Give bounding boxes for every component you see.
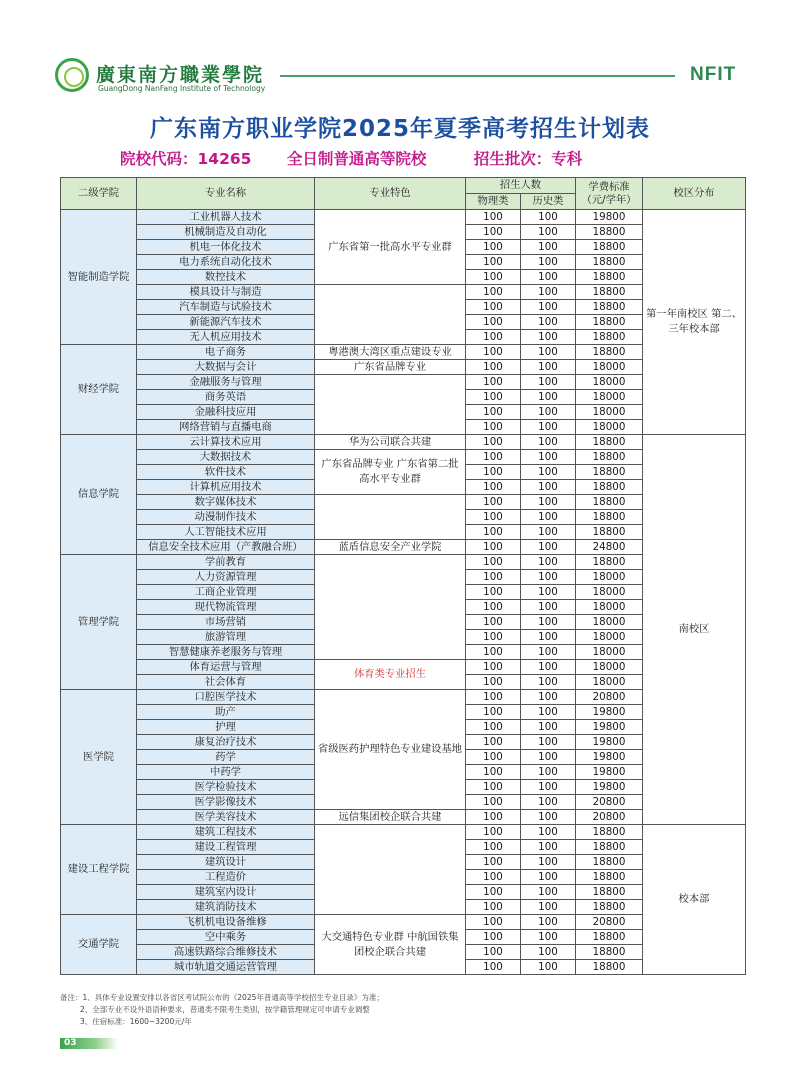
major-cell: 药学 xyxy=(137,750,315,765)
major-cell: 建筑室内设计 xyxy=(137,885,315,900)
major-cell: 现代物流管理 xyxy=(137,600,315,615)
physics-cell: 100 xyxy=(466,645,521,660)
physics-cell: 100 xyxy=(466,600,521,615)
physics-cell: 100 xyxy=(466,225,521,240)
header-divider xyxy=(280,75,675,77)
history-cell: 100 xyxy=(521,360,576,375)
physics-cell: 100 xyxy=(466,915,521,930)
major-cell: 电力系统自动化技术 xyxy=(137,255,315,270)
history-cell: 100 xyxy=(521,720,576,735)
fee-cell: 20800 xyxy=(576,690,643,705)
table-row xyxy=(61,435,746,450)
header-enroll: 招生人数 xyxy=(466,178,576,194)
physics-cell: 100 xyxy=(466,855,521,870)
fee-cell: 18000 xyxy=(576,675,643,690)
history-cell: 100 xyxy=(521,285,576,300)
history-cell: 100 xyxy=(521,750,576,765)
college-cell: 建设工程学院 xyxy=(61,825,137,915)
physics-cell: 100 xyxy=(466,735,521,750)
header-college: 二级学院 xyxy=(61,178,137,210)
fee-cell: 19800 xyxy=(576,210,643,225)
major-cell: 软件技术 xyxy=(137,465,315,480)
history-cell: 100 xyxy=(521,210,576,225)
fee-cell: 18000 xyxy=(576,660,643,675)
physics-cell: 100 xyxy=(466,540,521,555)
fee-cell: 18800 xyxy=(576,300,643,315)
fee-cell: 18800 xyxy=(576,525,643,540)
major-cell: 学前教育 xyxy=(137,555,315,570)
fee-cell: 18000 xyxy=(576,585,643,600)
physics-cell: 100 xyxy=(466,360,521,375)
history-cell: 100 xyxy=(521,675,576,690)
major-cell: 社会体育 xyxy=(137,675,315,690)
fee-cell: 18800 xyxy=(576,345,643,360)
physics-cell: 100 xyxy=(466,390,521,405)
fee-cell: 18800 xyxy=(576,885,643,900)
enroll-batch: 招生批次：专科 xyxy=(473,150,583,168)
physics-cell: 100 xyxy=(466,930,521,945)
major-cell: 金融科技应用 xyxy=(137,405,315,420)
header-fee xyxy=(576,178,643,210)
college-cell: 信息学院 xyxy=(61,435,137,555)
enrollment-plan-table xyxy=(60,177,746,975)
fee-cell: 20800 xyxy=(576,810,643,825)
fee-cell: 18000 xyxy=(576,390,643,405)
major-cell: 中药学 xyxy=(137,765,315,780)
major-cell: 建筑消防技术 xyxy=(137,900,315,915)
major-cell: 商务英语 xyxy=(137,390,315,405)
major-cell: 医学美容技术 xyxy=(137,810,315,825)
major-cell: 工商企业管理 xyxy=(137,585,315,600)
history-cell: 100 xyxy=(521,255,576,270)
fee-cell: 18800 xyxy=(576,450,643,465)
history-cell: 100 xyxy=(521,960,576,975)
fee-cell: 18800 xyxy=(576,255,643,270)
fee-cell: 18800 xyxy=(576,270,643,285)
feature-cell: 广东省第一批高水平专业群 xyxy=(315,210,466,285)
physics-cell: 100 xyxy=(466,795,521,810)
history-cell: 100 xyxy=(521,390,576,405)
history-cell: 100 xyxy=(521,900,576,915)
college-cell: 交通学院 xyxy=(61,915,137,975)
school-code: 院校代码：14265 xyxy=(120,150,252,168)
page-number: 03 xyxy=(64,1038,77,1048)
page-header xyxy=(0,0,800,100)
history-cell: 100 xyxy=(521,540,576,555)
history-cell: 100 xyxy=(521,555,576,570)
history-cell: 100 xyxy=(521,855,576,870)
fee-cell: 18000 xyxy=(576,405,643,420)
header-history: 历史类 xyxy=(521,194,576,210)
physics-cell: 100 xyxy=(466,630,521,645)
page-title: 广东南方职业学院2025年夏季高考招生计划表 xyxy=(149,116,650,142)
major-cell: 建设工程管理 xyxy=(137,840,315,855)
major-cell: 计算机应用技术 xyxy=(137,480,315,495)
major-cell: 大数据技术 xyxy=(137,450,315,465)
feature-cell-empty xyxy=(315,495,466,540)
header-physics: 物理类 xyxy=(466,194,521,210)
history-cell: 100 xyxy=(521,225,576,240)
physics-cell: 100 xyxy=(466,300,521,315)
fee-cell: 18800 xyxy=(576,510,643,525)
college-cell: 管理学院 xyxy=(61,555,137,690)
fee-cell: 18800 xyxy=(576,240,643,255)
history-cell: 100 xyxy=(521,600,576,615)
major-cell: 市场营销 xyxy=(137,615,315,630)
history-cell: 100 xyxy=(521,405,576,420)
feature-cell: 省级医药护理特色专业建设基地 xyxy=(315,690,466,810)
history-cell: 100 xyxy=(521,375,576,390)
fee-cell: 20800 xyxy=(576,915,643,930)
physics-cell: 100 xyxy=(466,405,521,420)
history-cell: 100 xyxy=(521,885,576,900)
college-cell: 医学院 xyxy=(61,690,137,825)
fee-cell: 20800 xyxy=(576,795,643,810)
major-cell: 人工智能技术应用 xyxy=(137,525,315,540)
fee-cell: 18800 xyxy=(576,825,643,840)
fee-cell: 18800 xyxy=(576,495,643,510)
history-cell: 100 xyxy=(521,615,576,630)
history-cell: 100 xyxy=(521,735,576,750)
physics-cell: 100 xyxy=(466,720,521,735)
fee-cell: 19800 xyxy=(576,720,643,735)
major-cell: 工业机器人技术 xyxy=(137,210,315,225)
history-cell: 100 xyxy=(521,645,576,660)
fee-cell: 19800 xyxy=(576,765,643,780)
physics-cell: 100 xyxy=(466,750,521,765)
major-cell: 助产 xyxy=(137,705,315,720)
major-cell: 网络营销与直播电商 xyxy=(137,420,315,435)
feature-cell-empty xyxy=(315,285,466,345)
physics-cell: 100 xyxy=(466,285,521,300)
physics-cell: 100 xyxy=(466,450,521,465)
fee-cell: 18000 xyxy=(576,615,643,630)
physics-cell: 100 xyxy=(466,555,521,570)
feature-cell: 大交通特色专业群 中航国铁集团校企联合共建 xyxy=(315,915,466,975)
header-fee-line1: 学费标准 xyxy=(588,180,630,193)
major-cell: 医学影像技术 xyxy=(137,795,315,810)
major-cell: 人力资源管理 xyxy=(137,570,315,585)
campus-cell: 校本部 xyxy=(643,825,746,975)
note-line: 备注：1、具体专业设置安排以各省区考试院公布的《2025年普通高等学校招生专业目录》为准； xyxy=(60,993,384,1002)
major-cell: 机电一体化技术 xyxy=(137,240,315,255)
feature-cell: 远信集团校企联合共建 xyxy=(315,810,466,825)
fee-cell: 18800 xyxy=(576,840,643,855)
history-cell: 100 xyxy=(521,300,576,315)
physics-cell: 100 xyxy=(466,705,521,720)
history-cell: 100 xyxy=(521,570,576,585)
feature-cell: 广东省品牌专业 广东省第二批高水平专业群 xyxy=(315,450,466,495)
school-name-cn: 廣東南方職業學院 xyxy=(96,64,265,86)
campus-cell: 第一年南校区 第二、三年校本部 xyxy=(643,210,746,435)
history-cell: 100 xyxy=(521,270,576,285)
history-cell: 100 xyxy=(521,450,576,465)
history-cell: 100 xyxy=(521,930,576,945)
feature-cell: 体育类专业招生 xyxy=(315,660,466,690)
header-feature: 专业特色 xyxy=(315,178,466,210)
fee-cell: 18800 xyxy=(576,945,643,960)
major-cell: 旅游管理 xyxy=(137,630,315,645)
major-cell: 无人机应用技术 xyxy=(137,330,315,345)
fee-cell: 18800 xyxy=(576,315,643,330)
history-cell: 100 xyxy=(521,705,576,720)
physics-cell: 100 xyxy=(466,900,521,915)
feature-cell-empty xyxy=(315,825,466,915)
major-cell: 体育运营与管理 xyxy=(137,660,315,675)
physics-cell: 100 xyxy=(466,210,521,225)
history-cell: 100 xyxy=(521,330,576,345)
physics-cell: 100 xyxy=(466,270,521,285)
physics-cell: 100 xyxy=(466,570,521,585)
physics-cell: 100 xyxy=(466,840,521,855)
fee-cell: 24800 xyxy=(576,540,643,555)
fee-cell: 18800 xyxy=(576,435,643,450)
history-cell: 100 xyxy=(521,810,576,825)
school-abbr: NFIT xyxy=(690,64,737,85)
header-campus: 校区分布 xyxy=(643,178,746,210)
physics-cell: 100 xyxy=(466,960,521,975)
header-fee-line2: （元/学年） xyxy=(581,193,637,206)
physics-cell: 100 xyxy=(466,675,521,690)
major-cell: 建筑设计 xyxy=(137,855,315,870)
fee-cell: 18800 xyxy=(576,480,643,495)
fee-cell: 18000 xyxy=(576,645,643,660)
physics-cell: 100 xyxy=(466,465,521,480)
major-cell: 工程造价 xyxy=(137,870,315,885)
campus-cell: 南校区 xyxy=(643,435,746,825)
history-cell: 100 xyxy=(521,870,576,885)
history-cell: 100 xyxy=(521,945,576,960)
major-cell: 数字媒体技术 xyxy=(137,495,315,510)
physics-cell: 100 xyxy=(466,510,521,525)
major-cell: 模具设计与制造 xyxy=(137,285,315,300)
fee-cell: 18000 xyxy=(576,420,643,435)
physics-cell: 100 xyxy=(466,780,521,795)
table-row xyxy=(61,825,746,840)
major-cell: 康复治疗技术 xyxy=(137,735,315,750)
major-cell: 城市轨道交通运营管理 xyxy=(137,960,315,975)
feature-cell: 蓝盾信息安全产业学院 xyxy=(315,540,466,555)
physics-cell: 100 xyxy=(466,660,521,675)
feature-cell-empty xyxy=(315,555,466,660)
history-cell: 100 xyxy=(521,765,576,780)
history-cell: 100 xyxy=(521,435,576,450)
history-cell: 100 xyxy=(521,315,576,330)
physics-cell: 100 xyxy=(466,690,521,705)
physics-cell: 100 xyxy=(466,330,521,345)
notes xyxy=(60,992,750,1028)
fee-cell: 18000 xyxy=(576,630,643,645)
history-cell: 100 xyxy=(521,345,576,360)
physics-cell: 100 xyxy=(466,435,521,450)
college-cell: 智能制造学院 xyxy=(61,210,137,345)
fee-cell: 18800 xyxy=(576,960,643,975)
fee-cell: 18800 xyxy=(576,855,643,870)
history-cell: 100 xyxy=(521,420,576,435)
fee-cell: 18800 xyxy=(576,330,643,345)
fee-cell: 19800 xyxy=(576,705,643,720)
college-cell: 财经学院 xyxy=(61,345,137,435)
school-type: 全日制普通高等院校 xyxy=(286,150,427,168)
feature-cell-empty xyxy=(315,375,466,435)
major-cell: 飞机机电设备维修 xyxy=(137,915,315,930)
feature-cell: 广东省品牌专业 xyxy=(315,360,466,375)
physics-cell: 100 xyxy=(466,240,521,255)
school-name-en: GuangDong NanFang Institute of Technology xyxy=(98,84,266,93)
fee-cell: 18800 xyxy=(576,465,643,480)
major-cell: 医学检验技术 xyxy=(137,780,315,795)
fee-cell: 18000 xyxy=(576,375,643,390)
major-cell: 机械制造及自动化 xyxy=(137,225,315,240)
major-cell: 新能源汽车技术 xyxy=(137,315,315,330)
major-cell: 数控技术 xyxy=(137,270,315,285)
history-cell: 100 xyxy=(521,525,576,540)
major-cell: 口腔医学技术 xyxy=(137,690,315,705)
feature-cell: 粤港澳大湾区重点建设专业 xyxy=(315,345,466,360)
history-cell: 100 xyxy=(521,780,576,795)
physics-cell: 100 xyxy=(466,375,521,390)
note-line: 3、住宿标准：1600~3200元/年 xyxy=(80,1017,192,1026)
history-cell: 100 xyxy=(521,630,576,645)
physics-cell: 100 xyxy=(466,870,521,885)
physics-cell: 100 xyxy=(466,345,521,360)
history-cell: 100 xyxy=(521,495,576,510)
physics-cell: 100 xyxy=(466,315,521,330)
physics-cell: 100 xyxy=(466,495,521,510)
major-cell: 智慧健康养老服务与管理 xyxy=(137,645,315,660)
history-cell: 100 xyxy=(521,585,576,600)
fee-cell: 18000 xyxy=(576,360,643,375)
history-cell: 100 xyxy=(521,795,576,810)
fee-cell: 18000 xyxy=(576,570,643,585)
major-cell: 动漫制作技术 xyxy=(137,510,315,525)
history-cell: 100 xyxy=(521,240,576,255)
major-cell: 高速铁路综合维修技术 xyxy=(137,945,315,960)
major-cell: 信息安全技术应用（产教融合班） xyxy=(137,540,315,555)
major-cell: 金融服务与管理 xyxy=(137,375,315,390)
physics-cell: 100 xyxy=(466,420,521,435)
physics-cell: 100 xyxy=(466,525,521,540)
fee-cell: 18800 xyxy=(576,870,643,885)
major-cell: 大数据与会计 xyxy=(137,360,315,375)
fee-cell: 19800 xyxy=(576,750,643,765)
physics-cell: 100 xyxy=(466,615,521,630)
note-line: 2、全部专业不设外语语种要求，普通类不限考生类别，按学籍管理规定可申请专业调整 xyxy=(80,1005,370,1014)
fee-cell: 18800 xyxy=(576,285,643,300)
major-cell: 汽车制造与试验技术 xyxy=(137,300,315,315)
history-cell: 100 xyxy=(521,825,576,840)
major-cell: 护理 xyxy=(137,720,315,735)
history-cell: 100 xyxy=(521,480,576,495)
fee-cell: 18800 xyxy=(576,555,643,570)
history-cell: 100 xyxy=(521,690,576,705)
header-major: 专业名称 xyxy=(137,178,315,210)
history-cell: 100 xyxy=(521,840,576,855)
history-cell: 100 xyxy=(521,465,576,480)
physics-cell: 100 xyxy=(466,825,521,840)
history-cell: 100 xyxy=(521,510,576,525)
fee-cell: 18800 xyxy=(576,225,643,240)
physics-cell: 100 xyxy=(466,480,521,495)
major-cell: 电子商务 xyxy=(137,345,315,360)
physics-cell: 100 xyxy=(466,585,521,600)
history-cell: 100 xyxy=(521,915,576,930)
fee-cell: 18000 xyxy=(576,600,643,615)
fee-cell: 18800 xyxy=(576,900,643,915)
fee-cell: 19800 xyxy=(576,735,643,750)
feature-cell: 华为公司联合共建 xyxy=(315,435,466,450)
page-subtitle xyxy=(120,147,582,169)
physics-cell: 100 xyxy=(466,885,521,900)
fee-cell: 19800 xyxy=(576,780,643,795)
table-row xyxy=(61,210,746,225)
fee-cell: 18800 xyxy=(576,930,643,945)
physics-cell: 100 xyxy=(466,945,521,960)
major-cell: 建筑工程技术 xyxy=(137,825,315,840)
history-cell: 100 xyxy=(521,660,576,675)
physics-cell: 100 xyxy=(466,765,521,780)
major-cell: 云计算技术应用 xyxy=(137,435,315,450)
school-logo-icon xyxy=(55,58,89,92)
physics-cell: 100 xyxy=(466,810,521,825)
major-cell: 空中乘务 xyxy=(137,930,315,945)
physics-cell: 100 xyxy=(466,255,521,270)
